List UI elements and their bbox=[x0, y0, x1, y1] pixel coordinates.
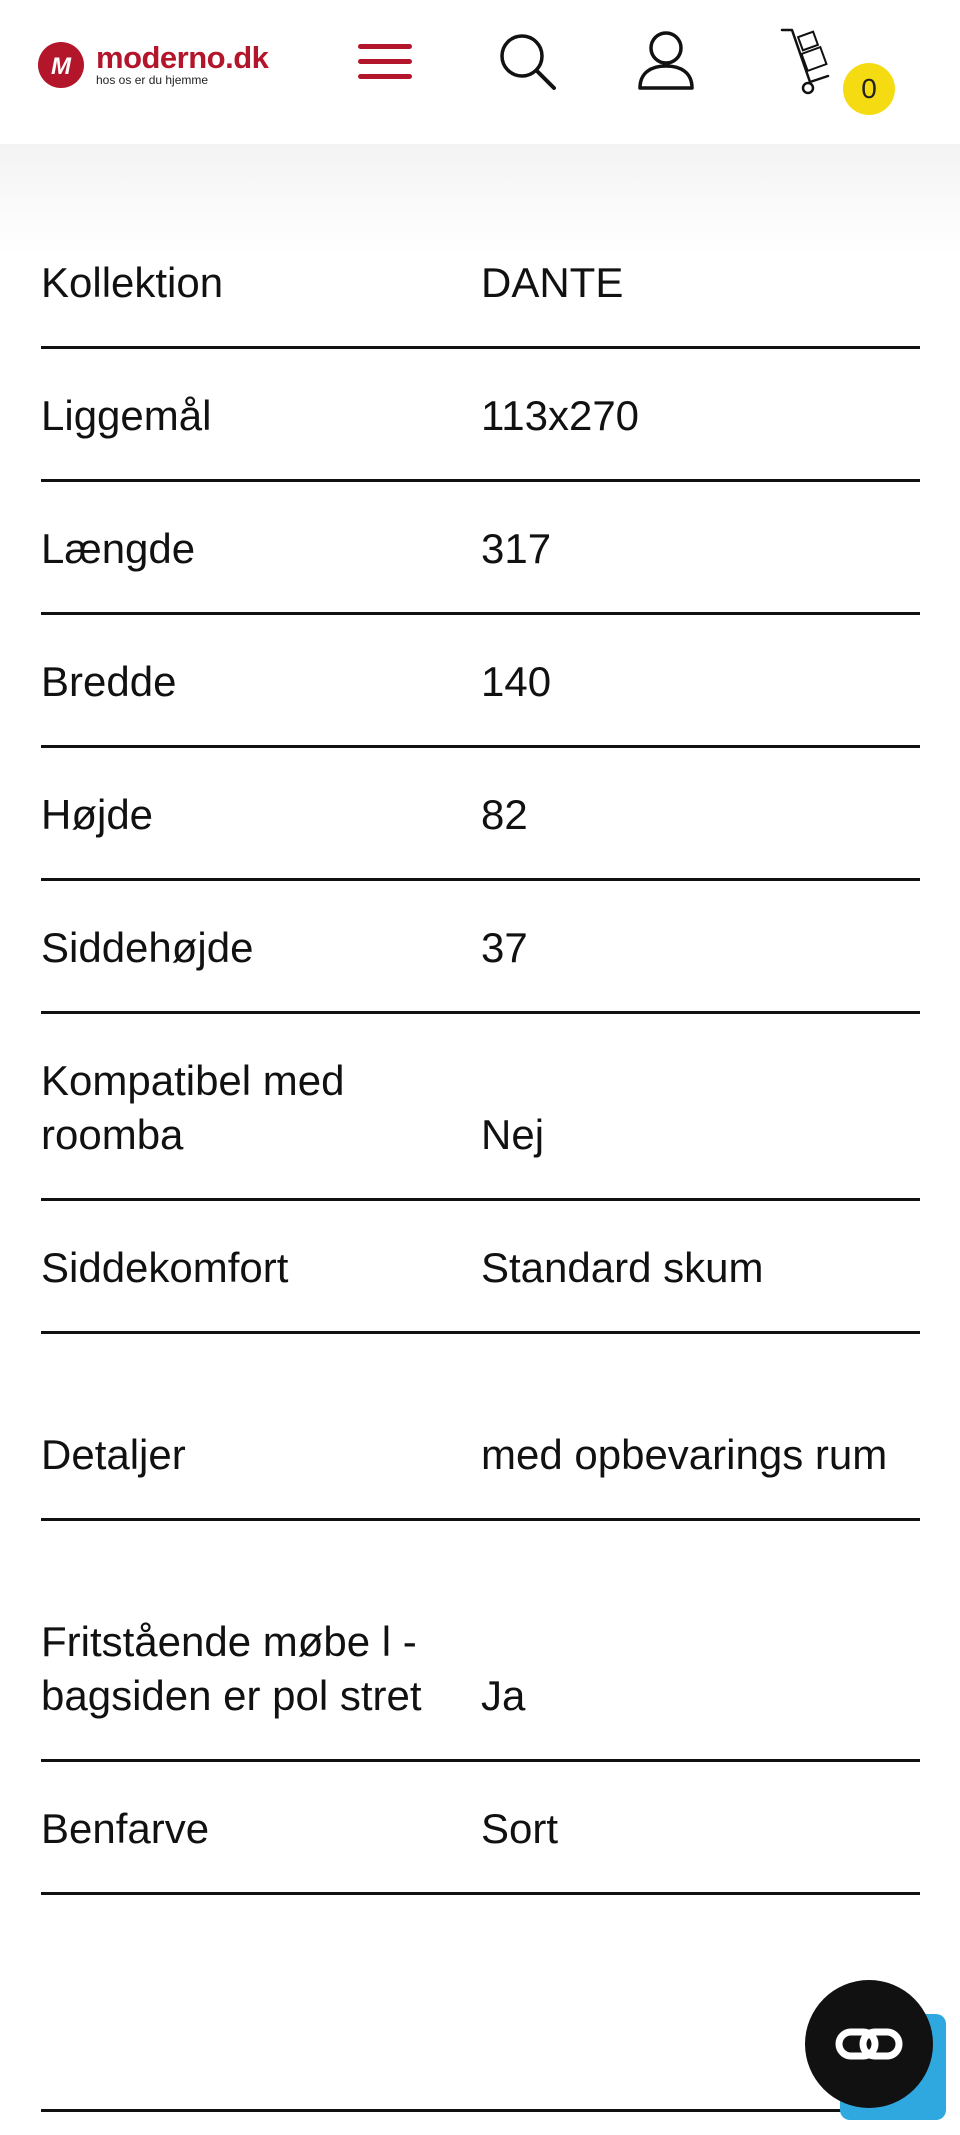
table-row bbox=[41, 615, 920, 748]
table-row bbox=[41, 482, 920, 615]
table-row bbox=[41, 881, 920, 1014]
spec-value: Sort bbox=[481, 1805, 559, 1852]
cart-count-badge[interactable]: 0 bbox=[843, 63, 895, 115]
table-row bbox=[41, 216, 920, 349]
spec-label: Kollektion bbox=[41, 259, 224, 306]
table-row bbox=[41, 1334, 920, 1521]
spec-value: 37 bbox=[481, 924, 528, 971]
spec-label: Kompatibel med roomba bbox=[41, 1057, 345, 1158]
spec-value: 82 bbox=[481, 791, 528, 838]
spec-value: Standard skum bbox=[481, 1244, 764, 1291]
table-row bbox=[41, 349, 920, 482]
spec-label: Siddehøjde bbox=[41, 924, 254, 971]
product-spec-table bbox=[41, 216, 920, 2112]
table-row bbox=[41, 1762, 920, 1895]
site-header bbox=[0, 0, 960, 144]
table-row bbox=[41, 1201, 920, 1334]
brand-name: moderno.dk bbox=[96, 40, 269, 75]
spec-value: Nej bbox=[481, 1111, 545, 1158]
spec-value: DANTE bbox=[481, 259, 624, 306]
brand-tagline: hos os er du hjemme bbox=[96, 73, 209, 87]
spec-label: Siddekomfort bbox=[41, 1244, 289, 1291]
spec-value: 113x270 bbox=[481, 392, 640, 439]
hamburger-menu-icon[interactable] bbox=[350, 26, 420, 96]
table-row bbox=[41, 1014, 920, 1201]
logo-mark-icon bbox=[38, 42, 84, 88]
spec-label: Højde bbox=[41, 791, 154, 838]
spec-label: Bredde bbox=[41, 658, 177, 705]
spec-label: Liggemål bbox=[41, 392, 212, 439]
spec-value: Ja bbox=[481, 1672, 526, 1719]
spec-value: med opbevarings rum bbox=[481, 1431, 888, 1478]
logo-mark-letter: M bbox=[51, 53, 71, 80]
spec-label: Fritstående møbe l - bagsiden er pol stret bbox=[41, 1618, 422, 1719]
chat-button[interactable] bbox=[805, 1980, 933, 2108]
chat-link-icon bbox=[805, 1980, 933, 2108]
spec-value: 140 bbox=[481, 658, 552, 705]
spec-value: 317 bbox=[481, 525, 552, 572]
table-row bbox=[41, 1521, 920, 1762]
spec-label: Detaljer bbox=[41, 1431, 186, 1478]
table-row bbox=[41, 1895, 920, 2112]
search-icon[interactable] bbox=[492, 26, 562, 96]
spec-label: Benfarve bbox=[41, 1805, 210, 1852]
user-account-icon[interactable] bbox=[630, 26, 700, 96]
spec-label: Længde bbox=[41, 525, 196, 572]
table-row bbox=[41, 748, 920, 881]
